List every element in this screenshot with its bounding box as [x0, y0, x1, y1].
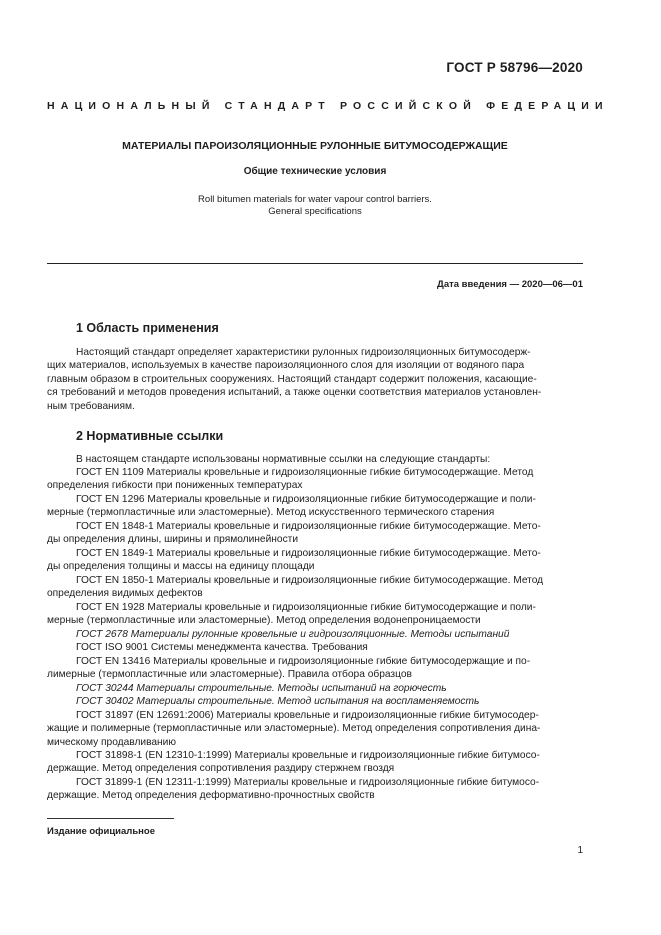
reference-line: ГОСТ EN 1109 Материалы кровельные и гидроизоляционные гибкие битумосодержащие. Метод: [76, 467, 534, 478]
reference-item: [47, 776, 583, 803]
reference-line: определения видимых дефектов: [47, 588, 203, 600]
reference-line: ГОСТ EN 1296 Материалы кровельные и гидроизоляционные гибкие битумосодержащие и поли-: [76, 494, 536, 505]
reference-line: ды определения длины, ширины и прямолинейности: [47, 534, 299, 546]
references-intro-text: В настоящем стандарте использованы нормативные ссылки на следующие стандарты:: [76, 454, 491, 465]
standard-number: ГОСТ Р 58796—2020: [446, 60, 583, 75]
reference-line: мическому продавливанию: [47, 736, 177, 748]
reference-line: ГОСТ 31897 (EN 12691:2006) Материалы кровельные и гидроизоляционные гибкие битумосодер-: [76, 710, 539, 721]
reference-item: [47, 547, 583, 574]
reference-item: [47, 628, 583, 641]
document-subtitle: Общие технические условия: [243, 166, 387, 177]
reference-item: [47, 574, 583, 601]
reference-line: держащие. Метод определения деформативно-прочностных свойств: [47, 790, 375, 802]
page-number: 1: [577, 845, 583, 856]
paragraph-line: ным требованиям.: [47, 400, 135, 412]
national-standard-banner: НАЦИОНАЛЬНЫЙ СТАНДАРТ РОССИЙСКОЙ ФЕДЕРАЦИИ: [47, 100, 609, 112]
english-title: [47, 194, 583, 218]
reference-line: держащие. Метод определения сопротивления раздиру стержнем гвоздя: [47, 763, 395, 775]
footer-divider: [47, 818, 174, 819]
scope-paragraph: [47, 346, 583, 413]
reference-line: ГОСТ EN 1928 Материалы кровельные и гидроизоляционные гибкие битумосодержащие и поли-: [76, 602, 536, 613]
paragraph-line: щих материалов, используемых в качестве пароизоляционного слоя для изоляции от водяного пара: [47, 360, 525, 372]
reference-item: [47, 520, 583, 547]
reference-line: ГОСТ 31899-1 (EN 12311-1:1999) Материалы кровельные и гидроизоляционные гибкие битумосо-: [76, 777, 540, 788]
paragraph-line: ся требований и методов проведения испытаний, а также оценки соответствия материалов установлен-: [47, 387, 542, 399]
reference-line: ГОСТ 2678 Материалы рулонные кровельные и гидроизоляционные. Методы испытаний: [76, 629, 510, 640]
reference-item: [47, 655, 583, 682]
reference-line: ГОСТ EN 1848-1 Материалы кровельные и гидроизоляционные гибкие битумосодержащие. Мето-: [76, 521, 541, 532]
section-heading-references: 2 Нормативные ссылки: [76, 429, 224, 443]
paragraph-line: Настоящий стандарт определяет характеристики рулонных гидроизоляционных битумосодерж-: [76, 347, 531, 358]
document-title: МАТЕРИАЛЫ ПАРОИЗОЛЯЦИОННЫЕ РУЛОННЫЕ БИТУМОСОДЕРЖАЩИЕ: [122, 140, 508, 152]
reference-item: [47, 682, 583, 695]
reference-item: [47, 709, 583, 749]
section-heading-scope: 1 Область применения: [76, 321, 219, 335]
introduction-date: Дата введения — 2020—06—01: [437, 279, 583, 290]
reference-line: ГОСТ EN 1849-1 Материалы кровельные и гидроизоляционные гибкие битумосодержащие. Мето-: [76, 548, 541, 559]
reference-item: [47, 466, 583, 493]
english-title-line: General specifications: [268, 206, 362, 217]
reference-item: [47, 493, 583, 520]
english-title-line: Roll bitumen materials for water vapour control barriers.: [198, 194, 432, 205]
reference-line: ды определения толщины и массы на единицу площади: [47, 561, 315, 573]
reference-line: ГОСТ EN 13416 Материалы кровельные и гидроизоляционные гибкие битумосодержащие и по-: [76, 656, 531, 667]
reference-line: определения гибкости при пониженных температурах: [47, 480, 303, 492]
reference-line: ГОСТ ISO 9001 Системы менеджмента качества. Требования: [76, 642, 368, 653]
reference-line: ГОСТ 31898-1 (EN 12310-1:1999) Материалы кровельные и гидроизоляционные гибкие битумосо-: [76, 750, 540, 761]
header-divider: [47, 263, 583, 264]
reference-line: ГОСТ EN 1850-1 Материалы кровельные и гидроизоляционные гибкие битумосодержащие. Метод: [76, 575, 544, 586]
reference-item: [47, 601, 583, 628]
official-edition-label: Издание официальное: [47, 826, 155, 837]
reference-item: [47, 695, 583, 708]
reference-line: мерные (термопластичные или эластомерные). Метод определения водонепроницаемости: [47, 615, 481, 627]
reference-item: [47, 749, 583, 776]
reference-line: жащие и полимерные (термопластичные или эластомерные). Метод определения сопротивления дина-: [47, 723, 541, 735]
reference-item: [47, 641, 583, 654]
reference-line: ГОСТ 30402 Материалы строительные. Метод испытания на воспламеняемость: [76, 696, 480, 707]
reference-line: мерные (термопластичные или эластомерные). Метод искусственного термического старения: [47, 507, 495, 519]
reference-line: лимерные (термопластичные или эластомерные). Правила отбора образцов: [47, 669, 412, 681]
paragraph-line: главным образом в строительных сооружениях. Настоящий стандарт содержит положения, касающие-: [47, 373, 537, 385]
references-intro: [47, 453, 583, 466]
reference-line: ГОСТ 30244 Материалы строительные. Методы испытаний на горючесть: [76, 683, 447, 694]
